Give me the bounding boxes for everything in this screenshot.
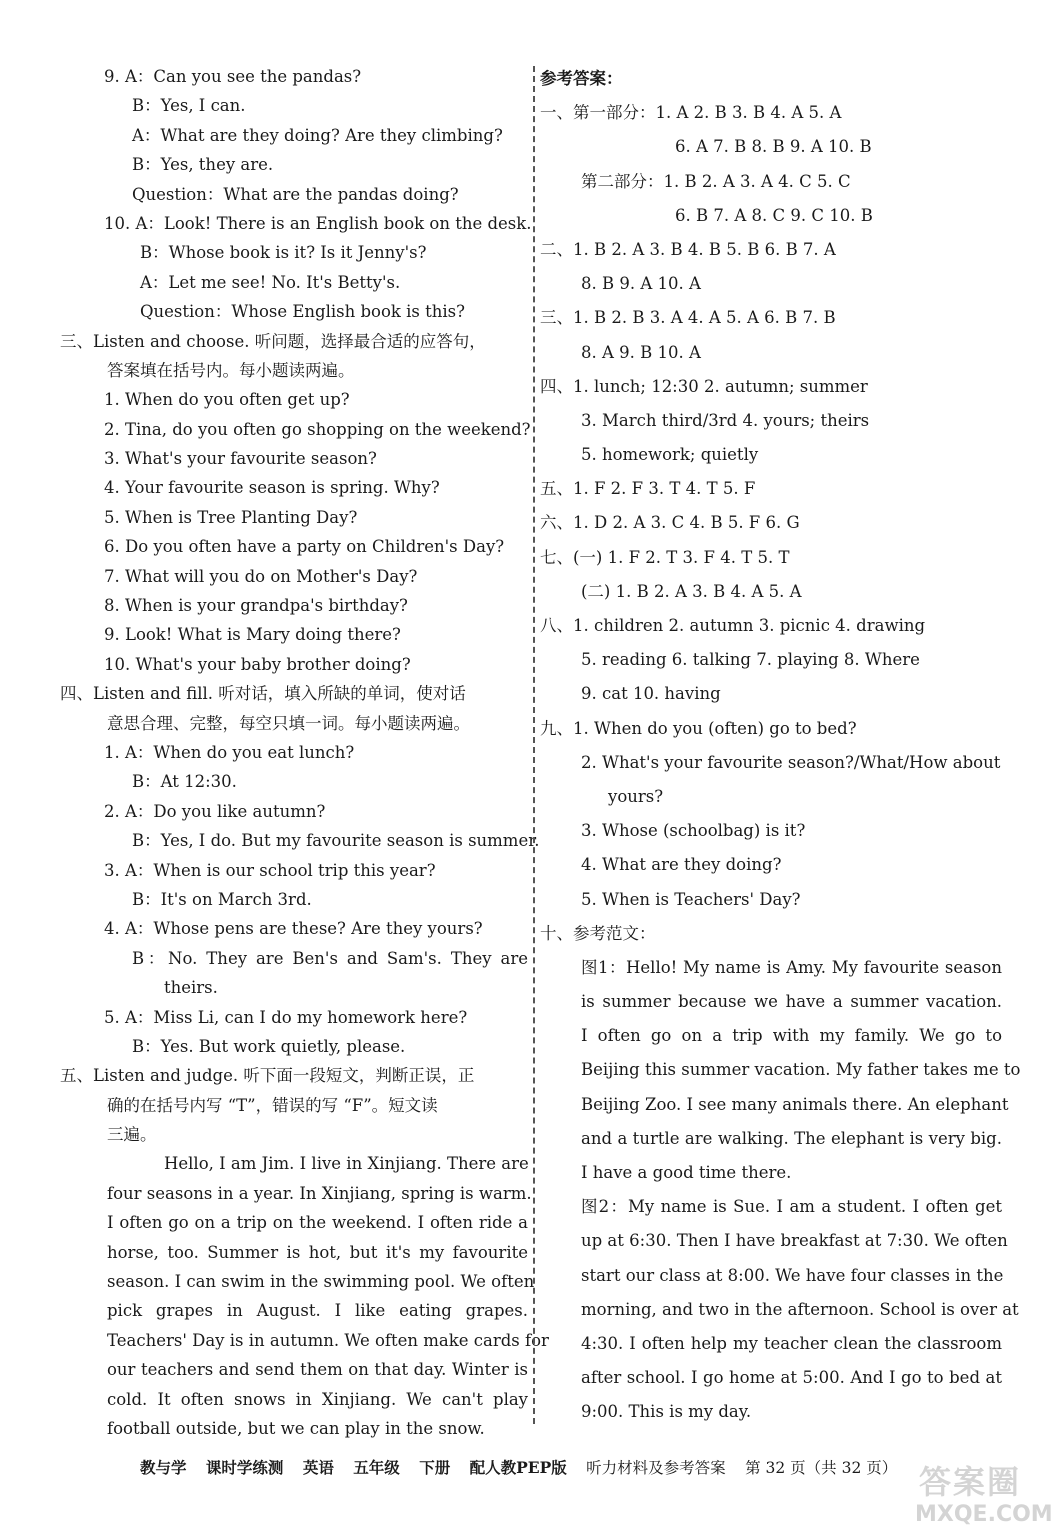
answer-key-line: up at 6:30. Then I have breakfast at 7:30. We often bbox=[581, 1231, 1008, 1251]
listening-text-line: 10. What's your baby brother doing? bbox=[104, 654, 411, 674]
listening-text-line: 2. A：Do you like autumn? bbox=[104, 801, 326, 821]
left-column bbox=[60, 62, 549, 1443]
answer-key-line: 参考答案： bbox=[540, 69, 623, 88]
answer-key-line: 七、(一) 1. F 2. T 3. F 4. T 5. T bbox=[540, 547, 790, 567]
listening-text-line: 1. When do you often get up? bbox=[104, 390, 350, 410]
watermark-logo bbox=[915, 1462, 1053, 1532]
answer-key-line: 图2：My name is Sue. I am a student. I often get bbox=[581, 1197, 1002, 1217]
answer-key-line: 8. A 9. B 10. A bbox=[581, 342, 701, 362]
listening-text-line: 6. Do you often have a party on Children's Day? bbox=[104, 537, 505, 557]
answer-key-line: 3. March third/3rd 4. yours; theirs bbox=[581, 410, 870, 430]
watermark-site: MXQE.COM bbox=[915, 1502, 1053, 1527]
answer-key-line: 四、1. lunch; 12:30 2. autumn; summer bbox=[540, 376, 868, 396]
answer-key-line: 6. A 7. B 8. B 9. A 10. B bbox=[675, 137, 872, 157]
listening-text-line: theirs. bbox=[164, 978, 218, 998]
answer-key-line: start our class at 8:00. We have four classes in the bbox=[581, 1265, 1004, 1285]
answer-key-line: 4:30. I often help my teacher clean the classroom bbox=[581, 1333, 1002, 1353]
answer-key-line: yours? bbox=[608, 786, 664, 806]
answer-key-line: I have a good time there. bbox=[581, 1163, 792, 1182]
listening-text-line: 四、Listen and fill. 听对话，填入所缺的单词，使对话 bbox=[60, 684, 466, 704]
answer-key-line: after school. I go home at 5:00. And I go to bed at bbox=[581, 1368, 1002, 1388]
listening-text-line: four seasons in a year. In Xinjiang, spring is warm. bbox=[107, 1183, 532, 1203]
footer-page-number: 第 32 页（共 32 页） bbox=[745, 1459, 898, 1477]
listening-text-line: A：What are they doing? Are they climbing? bbox=[132, 125, 503, 145]
answer-key-line: Beijing this summer vacation. My father takes me to bbox=[581, 1060, 1021, 1080]
listening-text-line: B：Yes, I can. bbox=[132, 96, 246, 116]
listening-text-line: B：Yes, they are. bbox=[132, 155, 274, 175]
answer-key-line: 6. B 7. A 8. C 9. C 10. B bbox=[675, 205, 873, 225]
answer-key-line: I often go on a trip with my family. We go to bbox=[581, 1026, 1002, 1046]
listening-text-line: B：Whose book is it? Is it Jenny's? bbox=[140, 243, 427, 263]
answer-key-line: 5. homework; quietly bbox=[581, 445, 759, 465]
answer-key-line: 八、1. children 2. autumn 3. picnic 4. drawing bbox=[540, 616, 926, 635]
listening-text-line: 五、Listen and judge. 听下面一段短文，判断正误，正 bbox=[60, 1066, 475, 1086]
answer-key-line: 9. cat 10. having bbox=[581, 684, 721, 704]
listening-text-line: Hello, I am Jim. I live in Xinjiang. There are bbox=[164, 1154, 529, 1174]
listening-text-line: 5. When is Tree Planting Day? bbox=[104, 507, 358, 527]
right-column bbox=[540, 62, 1021, 1430]
answer-key-line: 3. Whose (schoolbag) is it? bbox=[581, 821, 806, 841]
listening-text-line: Question：What are the pandas doing? bbox=[132, 184, 459, 204]
answer-key-line: 二、1. B 2. A 3. B 4. B 5. B 6. B 7. A bbox=[540, 239, 836, 259]
listening-text-line: 确的在括号内写 “T”，错误的写 “F”。短文读 bbox=[107, 1095, 438, 1115]
listening-text-line: 4. A：Whose pens are these? Are they yours? bbox=[104, 919, 483, 939]
listening-text-line: B：No. They are Ben's and Sam's. They are bbox=[132, 948, 528, 968]
listening-text-line: 8. When is your grandpa's birthday? bbox=[104, 596, 408, 616]
footer-book: 课时学练测 bbox=[205, 1458, 284, 1477]
answer-key-line: and a turtle are walking. The elephant is very big. bbox=[581, 1128, 1002, 1148]
answer-key-line: 三、1. B 2. B 3. A 4. A 5. A 6. B 7. B bbox=[540, 308, 836, 328]
listening-text-line: 9. A：Can you see the pandas? bbox=[104, 67, 362, 86]
answer-key-line: is summer because we have a summer vacation. bbox=[581, 992, 1002, 1012]
listening-text-line: 答案填在括号内。每小题读两遍。 bbox=[107, 360, 355, 380]
answer-key-line: Beijing Zoo. I see many animals there. An elephant bbox=[581, 1094, 1009, 1114]
listening-text-line: 9. Look! What is Mary doing there? bbox=[104, 625, 401, 645]
listening-text-line: Question：Whose English book is this? bbox=[140, 302, 465, 322]
footer-series: 教与学 bbox=[140, 1458, 187, 1477]
footer-grade: 五年级 bbox=[353, 1458, 400, 1477]
answer-key-line: 4. What are they doing? bbox=[581, 855, 782, 875]
listening-text-line: B：Yes, I do. But my favourite season is summer. bbox=[132, 831, 540, 851]
answer-key-line: 九、1. When do you (often) go to bed? bbox=[540, 718, 857, 738]
listening-text-line: B：It's on March 3rd. bbox=[132, 889, 312, 909]
listening-text-line: 三、Listen and choose. 听问题，选择最合适的应答句， bbox=[60, 331, 486, 351]
answer-key-line: morning, and two in the afternoon. School is over at bbox=[581, 1299, 1019, 1319]
listening-text-line: I often go on a trip on the weekend. I often ride a bbox=[107, 1213, 528, 1233]
column-divider bbox=[533, 66, 535, 1424]
answer-key-line: 9:00. This is my day. bbox=[581, 1402, 752, 1422]
listening-text-line: football outside, but we can play in the snow. bbox=[107, 1418, 485, 1438]
answer-key-line: 五、1. F 2. F 3. T 4. T 5. F bbox=[540, 479, 756, 499]
listening-text-line: 2. Tina, do you often go shopping on the weekend? bbox=[104, 419, 531, 439]
listening-text-line: 3. What's your favourite season? bbox=[104, 449, 377, 469]
listening-text-line: 4. Your favourite season is spring. Why? bbox=[104, 478, 440, 498]
footer-volume: 下册 bbox=[419, 1458, 451, 1477]
listening-text-line: pick grapes in August. I like eating grapes. bbox=[107, 1301, 528, 1321]
listening-text-line: cold. It often snows in Xinjiang. We can't play bbox=[107, 1389, 528, 1409]
watermark-mark: 答案圈 bbox=[918, 1463, 1021, 1501]
answer-key-line: 一、第一部分：1. A 2. B 3. B 4. A 5. A bbox=[540, 103, 842, 123]
answer-key-line: 六、1. D 2. A 3. C 4. B 5. F 6. G bbox=[540, 513, 800, 533]
listening-text-line: horse, too. Summer is hot, but it's my favourite bbox=[107, 1242, 528, 1262]
listening-text-line: season. I can swim in the swimming pool. We often bbox=[107, 1272, 535, 1292]
listening-text-line: 7. What will you do on Mother's Day? bbox=[104, 566, 418, 586]
listening-text-line: 10. A：Look! There is an English book on the desk. bbox=[104, 213, 532, 233]
listening-text-line: B：Yes. But work quietly, please. bbox=[132, 1036, 406, 1056]
answer-key-line: (二) 1. B 2. A 3. B 4. A 5. A bbox=[581, 581, 802, 601]
listening-text-line: our teachers and send them on that day. Winter is bbox=[107, 1360, 528, 1380]
footer-section: 听力材料及参考答案 bbox=[586, 1459, 726, 1477]
answer-key-line: 第二部分：1. B 2. A 3. A 4. C 5. C bbox=[581, 171, 851, 191]
listening-text-line: 三遍。 bbox=[107, 1125, 157, 1145]
listening-text-line: Teachers' Day is in autumn. We often make cards for bbox=[107, 1330, 549, 1350]
listening-text-line: 1. A：When do you eat lunch? bbox=[104, 742, 355, 762]
answer-key-line: 5. When is Teachers' Day? bbox=[581, 889, 801, 909]
answer-key-line: 8. B 9. A 10. A bbox=[581, 274, 701, 294]
listening-text-line: A：Let me see! No. It's Betty's. bbox=[140, 272, 401, 292]
page-footer bbox=[140, 1456, 911, 1478]
answer-key-line: 2. What's your favourite season?/What/How about bbox=[581, 752, 1001, 772]
footer-edition: 配人教PEP版 bbox=[469, 1458, 567, 1477]
answer-key-line: 图1：Hello! My name is Amy. My favourite season bbox=[581, 957, 1002, 977]
listening-text-line: 意思合理、完整，每空只填一词。每小题读两遍。 bbox=[107, 713, 470, 733]
answer-key-line: 5. reading 6. talking 7. playing 8. Where bbox=[581, 650, 920, 670]
listening-text-line: B：At 12:30. bbox=[132, 772, 237, 792]
listening-text-line: 3. A：When is our school trip this year? bbox=[104, 860, 436, 880]
footer-subject: 英语 bbox=[302, 1458, 334, 1477]
listening-text-line: 5. A：Miss Li, can I do my homework here? bbox=[104, 1007, 468, 1027]
answer-key-line: 十、参考范文： bbox=[540, 923, 656, 943]
